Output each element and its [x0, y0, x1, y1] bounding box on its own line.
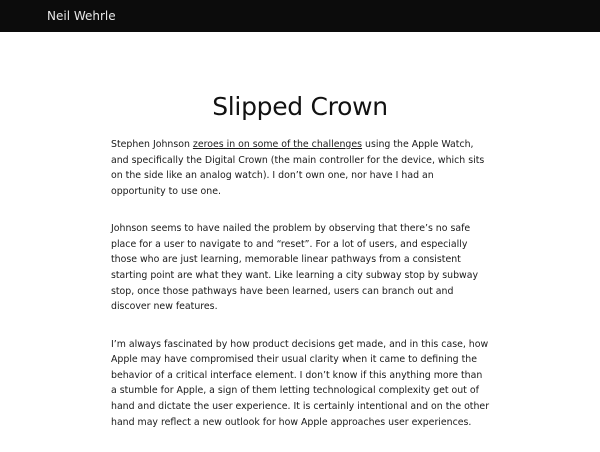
post-body: [111, 137, 491, 452]
paragraph-3: I’m always fascinated by how product decisions get made, and in this case, how Apple may have compromised their usual clarity when it came to defining the behavior of a critical interface element. I don’t know if this anything more than a stumble for Apple, a sign of them letting technological complexity get out of hand and dictate the user experience. It is certainly intentional and on the other hand may reflect a new outlook for how Apple approaches user experiences.: [111, 338, 490, 428]
post-title: Slipped Crown: [212, 92, 388, 121]
top-bar: [0, 0, 600, 32]
paragraph-1-text-end: using the Apple Watch, and specifically the Digital Crown (the main controller for the device, which sits on the side like an analog watch). I don’t own one, nor have I had an opportunity to use one.: [111, 139, 485, 197]
challenges-article-link[interactable]: zeroes in on some of the challenges: [192, 139, 363, 150]
paragraph-1: [111, 137, 491, 199]
site-title-link[interactable]: Neil Wehrle: [47, 9, 116, 23]
paragraph-2: Johnson seems to have nailed the problem by observing that there’s no safe place for a user to navigate to and “reset”. For a lot of users, and especially those who are just learning, memorable linear pathways from a consistent starting point are what they want. Like learning a city subway stop by subway stop, once those pathways have been learned, users can branch out and discover new features.: [111, 223, 479, 313]
paragraph-1-text-start: Stephen Johnson: [111, 139, 193, 150]
